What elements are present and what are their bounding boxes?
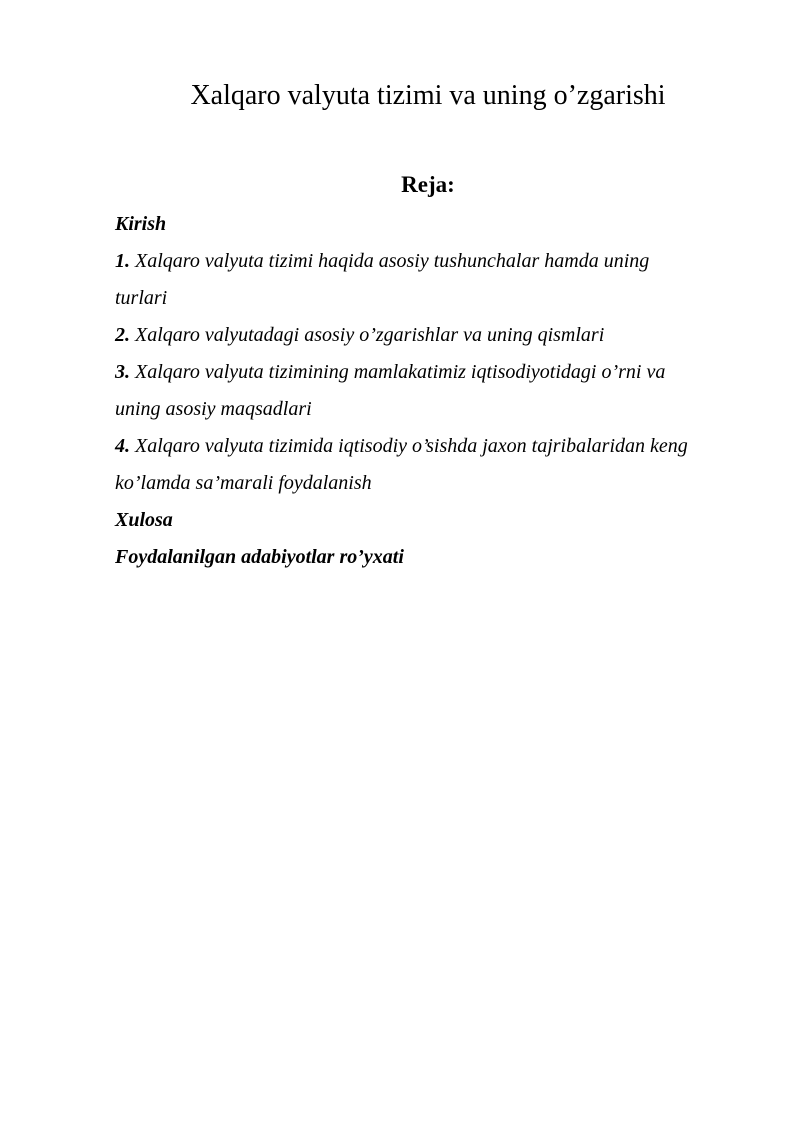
plan-item-4-continuation: ko’lamda sa’marali foydalanish — [115, 472, 372, 494]
plan-item-text: Xalqaro valyuta tizimida iqtisodiy o’sishda jaxon tajribalaridan keng — [130, 435, 688, 457]
plan-item-1 — [115, 243, 745, 280]
plan-item-references: Foydalanilgan adabiyotlar ro’yxati — [115, 546, 404, 568]
plan-item-conclusion: Xulosa — [115, 509, 173, 531]
plan-item-text: Xalqaro valyuta tizimi haqida asosiy tushunchalar hamda uning — [130, 250, 650, 272]
plan-item-text: Xalqaro valyuta tizimining mamlakatimiz iqtisodiyotidagi o’rni va — [130, 361, 666, 383]
plan-list — [115, 206, 745, 576]
plan-item-3 — [115, 354, 745, 391]
plan-item-4 — [115, 428, 745, 465]
plan-item-number: 4. — [115, 435, 130, 457]
plan-item-text: Xalqaro valyutadagi asosiy o’zgarishlar va uning qismlari — [130, 324, 605, 346]
plan-item-intro: Kirish — [115, 213, 167, 235]
plan-item-number: 1. — [115, 250, 130, 272]
plan-item-1-continuation: turlari — [115, 287, 168, 309]
plan-heading: Reja: — [401, 172, 455, 197]
plan-item-number: 3. — [115, 361, 130, 383]
plan-item-number: 2. — [115, 324, 130, 346]
plan-item-2 — [115, 317, 745, 354]
plan-item-3-continuation: uning asosiy maqsadlari — [115, 398, 312, 420]
document-title: Xalqaro valyuta tizimi va uning o’zgarishi — [190, 80, 666, 111]
